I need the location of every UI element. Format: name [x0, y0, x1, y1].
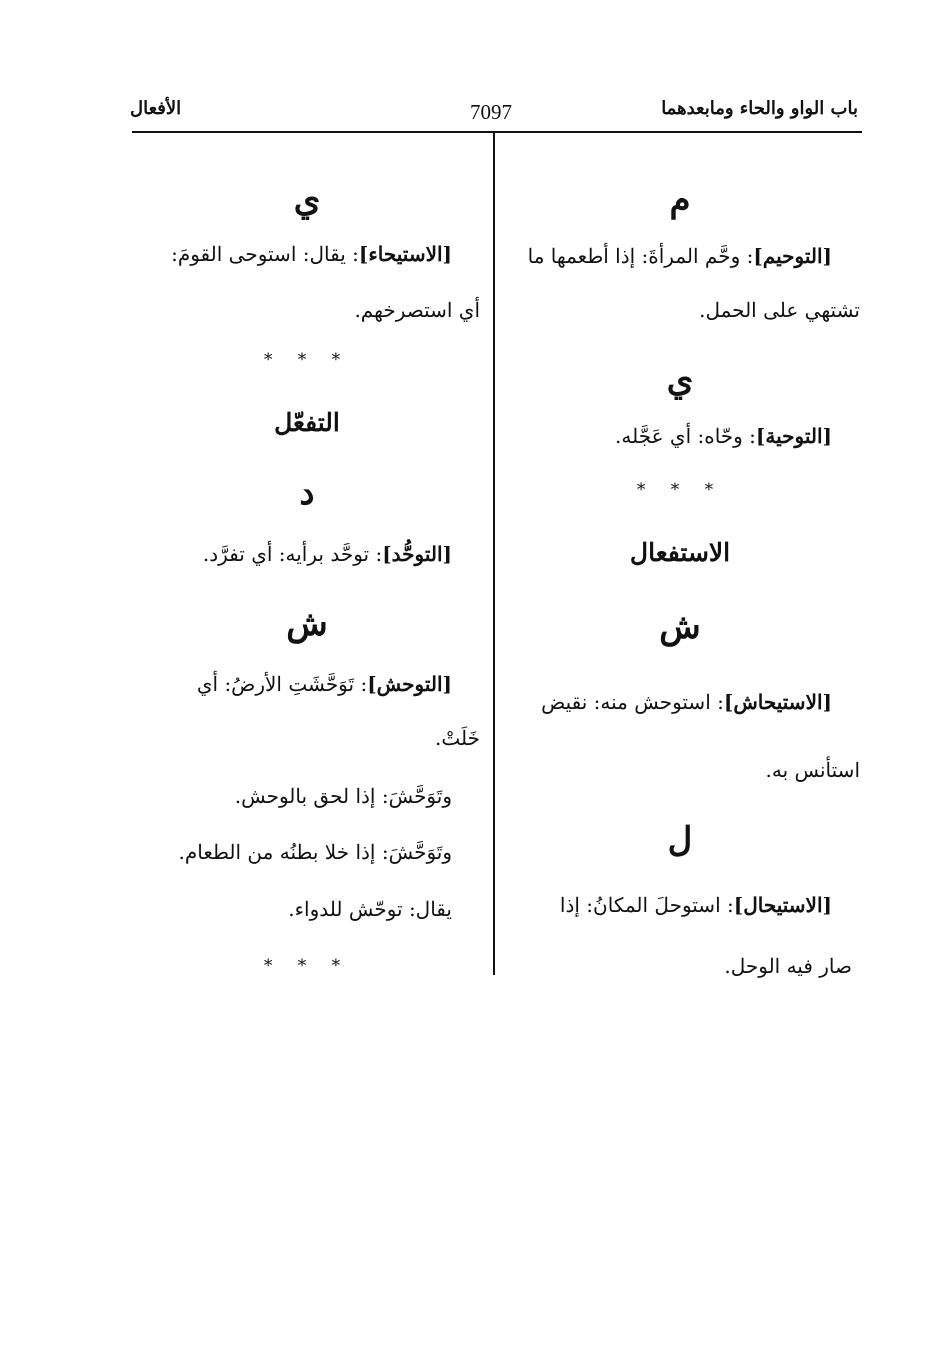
entry-tawahhush-line4: وتَوَحَّشَ: إذا خلا بطنُه من الطعام.: [178, 840, 452, 864]
section-heading-istifal: الاستفعال: [629, 538, 731, 567]
letter-heading-y: ي: [293, 180, 321, 220]
entry-tawahhush-line2: خَلَتْ.: [435, 726, 480, 750]
entry-term: [التوحيم]: [753, 244, 832, 268]
entry-text: : وحَّم المرأةَ: إذا أطعمها ما: [527, 244, 754, 268]
entry-text: : تَوَحَّشَتِ الأرضُ: أي: [196, 672, 368, 696]
entry-term: [التوحية]: [755, 424, 832, 448]
entry-text: : استوحش منه: نقيض: [541, 690, 724, 714]
entry-istihash-line1: [541, 690, 832, 714]
entry-term: [الاستيحال]: [733, 893, 832, 917]
entry-tawhiya-line1: [615, 424, 832, 448]
page-number: 7097: [470, 100, 512, 124]
letter-heading-sh: ش: [659, 607, 701, 647]
header-rule: [132, 131, 862, 133]
letter-heading-sh: ش: [286, 604, 328, 644]
separator-stars: * * *: [263, 350, 351, 370]
entry-istiha-line2: أي استصرخهم.: [354, 298, 480, 322]
separator-stars: * * *: [636, 480, 724, 500]
entry-text: : استوحلَ المكانُ: إذا: [559, 893, 734, 917]
column-divider: [493, 133, 495, 975]
entry-text: : يقال: استوحى القومَ:: [171, 242, 359, 266]
entry-term: [التوحش]: [367, 672, 452, 696]
entry-tawahhush-line1: [197, 672, 452, 696]
entry-tawahhush-line5: يقال: توحّش للدواء.: [288, 897, 452, 921]
section-heading-tafaul: التفعّل: [274, 408, 340, 437]
entry-text: : توحَّد برأيه: أي تفرَّد.: [202, 542, 383, 566]
entry-tawhim-line1: [528, 244, 832, 268]
entry-istiha-line1: [171, 242, 452, 266]
running-header-section: الأفعال: [130, 98, 182, 119]
entry-istihal-line2: صار فيه الوحل.: [724, 954, 852, 978]
entry-term: [التوحُّد]: [382, 542, 452, 566]
letter-heading-y: ي: [666, 360, 694, 400]
letter-heading-l: ل: [667, 820, 693, 860]
letter-heading-d: د: [299, 473, 315, 513]
running-header-chapter: باب الواو والحاء ومابعدهما: [661, 98, 858, 119]
entry-tawahhush-line3: وتَوَحَّشَ: إذا لحق بالوحش.: [234, 784, 452, 808]
entry-istihash-line2: استأنس به.: [765, 758, 860, 782]
entry-tawhim-line2: تشتهي على الحمل.: [699, 298, 860, 322]
entry-term: [الاستيحاء]: [358, 242, 452, 266]
separator-stars: * * *: [263, 956, 351, 976]
entry-tawahhud-line1: [203, 542, 452, 566]
letter-heading-m: م: [669, 180, 691, 220]
entry-term: [الاستيحاش]: [723, 690, 832, 714]
entry-text: : وحّاه: أي عَجَّله.: [615, 424, 756, 448]
entry-istihal-line1: [560, 893, 832, 917]
